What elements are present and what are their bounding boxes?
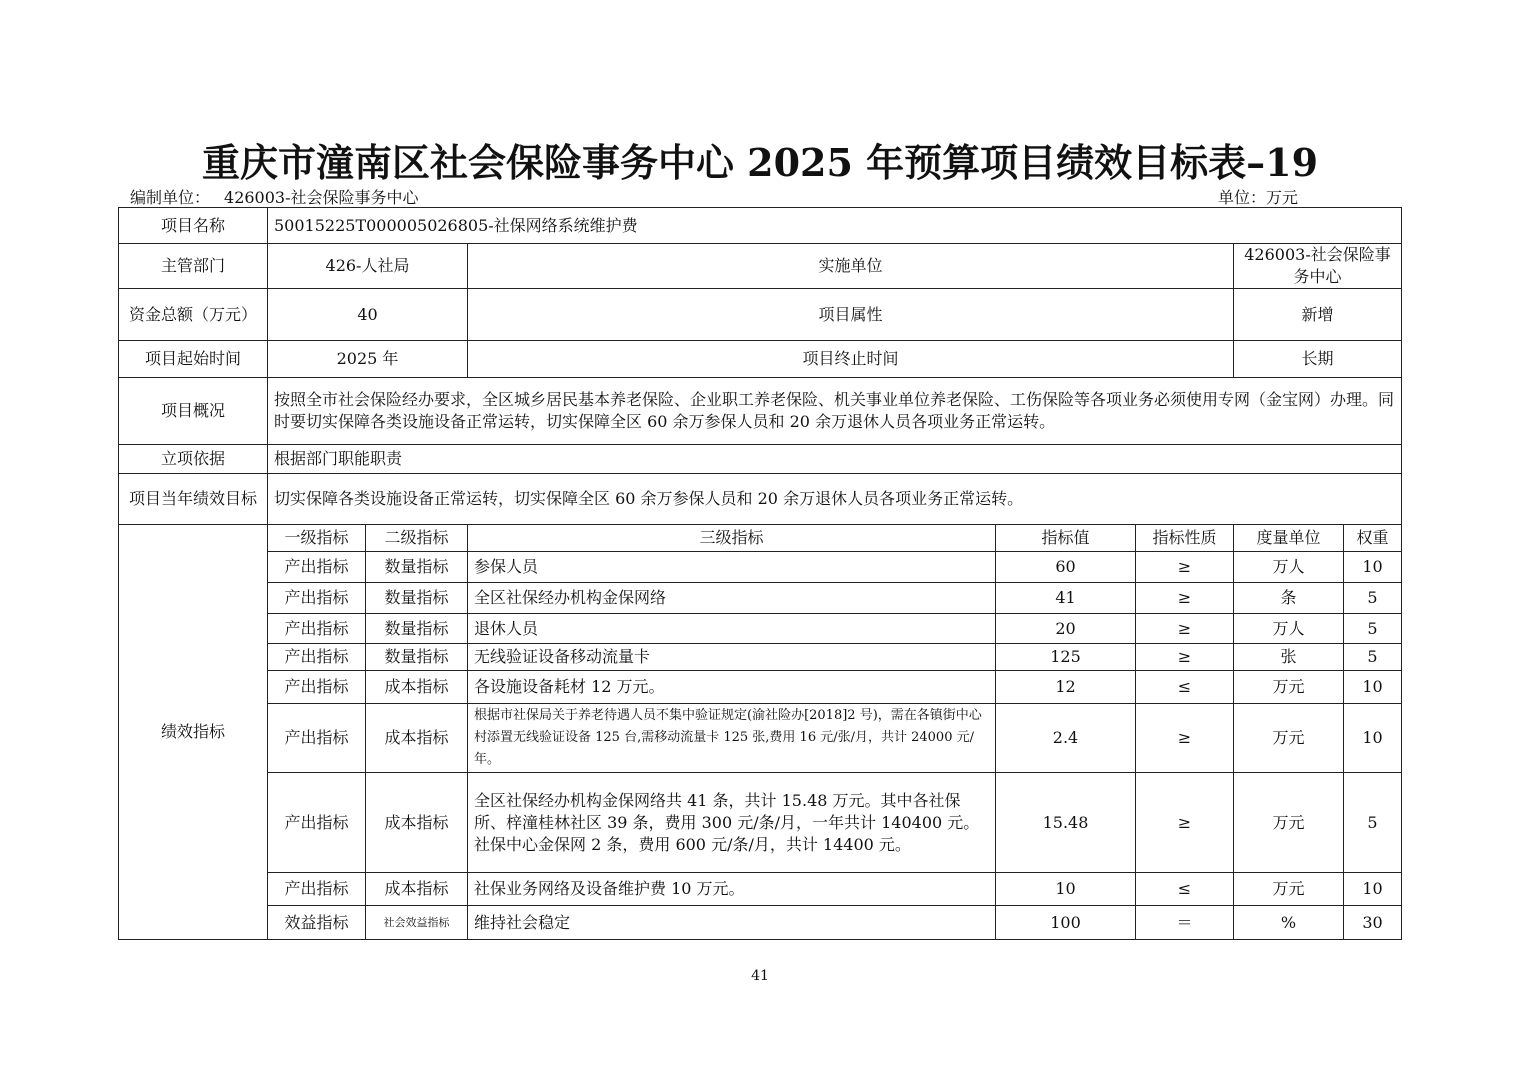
cell-l2: 数量指标 xyxy=(366,583,468,614)
cell-nature: ≥ xyxy=(1136,552,1234,583)
indicators-section-label: 绩效指标 xyxy=(119,525,268,940)
page-number: 41 xyxy=(751,968,769,984)
impl-label: 实施单位 xyxy=(468,244,1234,289)
cell-value: 100 xyxy=(996,906,1136,940)
cell-l2: 成本指标 xyxy=(366,671,468,704)
cell-l3: 全区社保经办机构金保网络 xyxy=(468,583,996,614)
indicator-header-row xyxy=(119,525,1402,552)
goal-text: 切实保障各类设施设备正常运转，切实保障全区 60 余万参保人员和 20 余万退休人员各项业务正常运转。 xyxy=(268,474,1402,525)
header-l3: 三级指标 xyxy=(468,525,996,552)
dept-value: 426-人社局 xyxy=(268,244,468,289)
cell-value: 20 xyxy=(996,614,1136,644)
cell-l2: 社会效益指标 xyxy=(366,906,468,940)
cell-value: 125 xyxy=(996,644,1136,671)
cell-nature: ＝ xyxy=(1136,906,1234,940)
cell-nature: ≤ xyxy=(1136,671,1234,704)
cell-weight: 5 xyxy=(1344,614,1402,644)
table-row xyxy=(119,644,1402,671)
cell-unit: 万人 xyxy=(1234,614,1344,644)
fund-value: 40 xyxy=(268,289,468,341)
impl-value: 426003-社会保险事务中心 xyxy=(1234,244,1402,289)
cell-nature: ≥ xyxy=(1136,704,1234,773)
row-overview xyxy=(119,378,1402,445)
overview-label: 项目概况 xyxy=(119,378,268,445)
header-l1: 一级指标 xyxy=(268,525,366,552)
header-unit: 度量单位 xyxy=(1234,525,1344,552)
start-label: 项目起始时间 xyxy=(119,341,268,378)
basis-text: 根据部门职能职责 xyxy=(268,445,1402,474)
cell-weight: 5 xyxy=(1344,644,1402,671)
compiling-unit xyxy=(130,185,419,208)
cell-value: 12 xyxy=(996,671,1136,704)
table-row xyxy=(119,583,1402,614)
cell-nature: ≥ xyxy=(1136,583,1234,614)
row-fund xyxy=(119,289,1402,341)
header-nature: 指标性质 xyxy=(1136,525,1234,552)
cell-weight: 30 xyxy=(1344,906,1402,940)
cell-l2: 成本指标 xyxy=(366,704,468,773)
dept-label: 主管部门 xyxy=(119,244,268,289)
table-row xyxy=(119,773,1402,873)
project-name: 50015225T000005026805-社保网络系统维护费 xyxy=(268,208,1402,244)
cell-l3: 维持社会稳定 xyxy=(468,906,996,940)
attr-value: 新增 xyxy=(1234,289,1402,341)
cell-nature: ≥ xyxy=(1136,614,1234,644)
row-basis xyxy=(119,445,1402,474)
cell-l3: 社保业务网络及设备维护费 10 万元。 xyxy=(468,873,996,906)
header-weight: 权重 xyxy=(1344,525,1402,552)
header-value: 指标值 xyxy=(996,525,1136,552)
cell-l1: 产出指标 xyxy=(268,773,366,873)
cell-nature: ≥ xyxy=(1136,644,1234,671)
cell-unit: 万元 xyxy=(1234,873,1344,906)
compiling-unit-label: 编制单位： xyxy=(130,188,211,207)
goal-label: 项目当年绩效目标 xyxy=(119,474,268,525)
cell-unit: 万元 xyxy=(1234,704,1344,773)
cell-unit: 条 xyxy=(1234,583,1344,614)
attr-label: 项目属性 xyxy=(468,289,1234,341)
overview-text: 按照全市社会保险经办要求，全区城乡居民基本养老保险、企业职工养老保险、机关事业单位养老保险、工伤保险等各项业务必须使用专网（金宝网）办理。同时要切实保障各类设施设备正常运转，切实保障全区 60 余万参保人员和 20 余万退休人员各项业务正常运转。 xyxy=(268,378,1402,445)
cell-weight: 10 xyxy=(1344,552,1402,583)
cell-unit: 万元 xyxy=(1234,773,1344,873)
cell-l3: 根据市社保局关于养老待遇人员不集中验证规定(渝社险办[2018]2 号)，需在各镇街中心村添置无线验证设备 125 台,需移动流量卡 125 张,费用 16 元/张/月，共计 24000 元/年。 xyxy=(468,704,996,773)
cell-value: 15.48 xyxy=(996,773,1136,873)
table-row xyxy=(119,873,1402,906)
end-value: 长期 xyxy=(1234,341,1402,378)
cell-l3: 各设施设备耗材 12 万元。 xyxy=(468,671,996,704)
project-name-label: 项目名称 xyxy=(119,208,268,244)
page-title: 重庆市潼南区社会保险事务中心 2025 年预算项目绩效目标表–19 xyxy=(201,140,1319,185)
row-period xyxy=(119,341,1402,378)
cell-l1: 产出指标 xyxy=(268,644,366,671)
cell-l2: 成本指标 xyxy=(366,873,468,906)
table-row xyxy=(119,906,1402,940)
start-value: 2025 年 xyxy=(268,341,468,378)
cell-l2: 数量指标 xyxy=(366,614,468,644)
cell-value: 2.4 xyxy=(996,704,1136,773)
performance-table xyxy=(118,207,1402,940)
row-goal xyxy=(119,474,1402,525)
cell-unit: 万元 xyxy=(1234,671,1344,704)
cell-unit: 张 xyxy=(1234,644,1344,671)
cell-l1: 产出指标 xyxy=(268,614,366,644)
cell-l1: 产出指标 xyxy=(268,704,366,773)
cell-weight: 10 xyxy=(1344,873,1402,906)
cell-l3: 无线验证设备移动流量卡 xyxy=(468,644,996,671)
cell-value: 41 xyxy=(996,583,1136,614)
cell-nature: ≥ xyxy=(1136,773,1234,873)
row-project-name xyxy=(119,208,1402,244)
cell-l1: 产出指标 xyxy=(268,671,366,704)
cell-l1: 产出指标 xyxy=(268,873,366,906)
table-row xyxy=(119,704,1402,773)
cell-l1: 产出指标 xyxy=(268,583,366,614)
table-row xyxy=(119,671,1402,704)
cell-nature: ≤ xyxy=(1136,873,1234,906)
cell-l3: 参保人员 xyxy=(468,552,996,583)
cell-l3: 退休人员 xyxy=(468,614,996,644)
cell-value: 10 xyxy=(996,873,1136,906)
cell-unit: % xyxy=(1234,906,1344,940)
cell-l1: 效益指标 xyxy=(268,906,366,940)
currency-unit: 单位：万元 xyxy=(1218,188,1299,207)
cell-l3: 全区社保经办机构金保网络共 41 条，共计 15.48 万元。其中各社保所、梓潼桂林社区 39 条，费用 300 元/条/月，一年共计 140400 元。社保中心金保网 2 条，费用 600 元/条/月，共计 14400 元。 xyxy=(468,773,996,873)
cell-weight: 5 xyxy=(1344,773,1402,873)
cell-l2: 数量指标 xyxy=(366,644,468,671)
basis-label: 立项依据 xyxy=(119,445,268,474)
fund-label: 资金总额（万元） xyxy=(119,289,268,341)
table-row xyxy=(119,614,1402,644)
cell-l1: 产出指标 xyxy=(268,552,366,583)
cell-weight: 10 xyxy=(1344,704,1402,773)
cell-l2: 数量指标 xyxy=(366,552,468,583)
header-l2: 二级指标 xyxy=(366,525,468,552)
cell-unit: 万人 xyxy=(1234,552,1344,583)
cell-l2: 成本指标 xyxy=(366,773,468,873)
end-label: 项目终止时间 xyxy=(468,341,1234,378)
row-dept xyxy=(119,244,1402,289)
compiling-unit-value: 426003-社会保险事务中心 xyxy=(224,188,419,207)
cell-weight: 5 xyxy=(1344,583,1402,614)
cell-weight: 10 xyxy=(1344,671,1402,704)
table-row xyxy=(119,552,1402,583)
cell-value: 60 xyxy=(996,552,1136,583)
